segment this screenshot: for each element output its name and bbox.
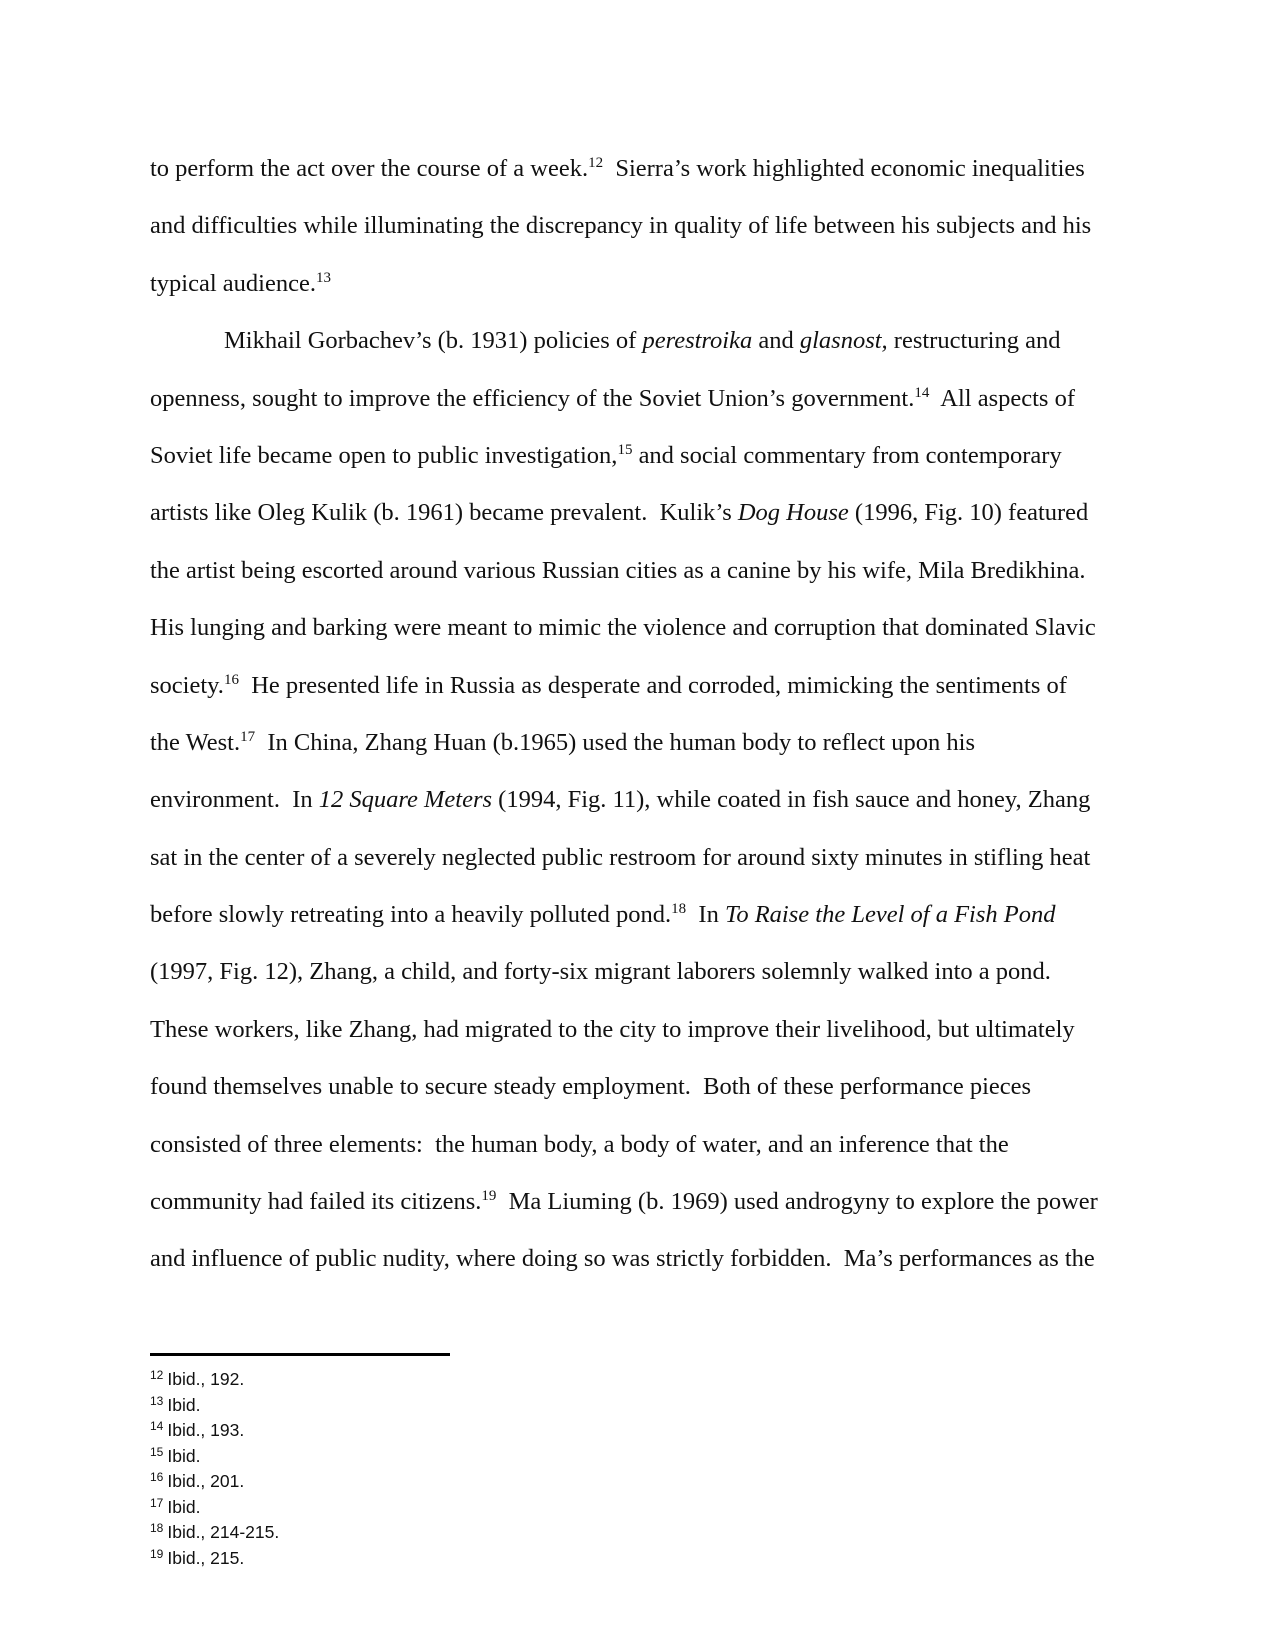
text-span: and social commentary from contemporary (632, 441, 1062, 469)
text-span: Ma Liuming (b. 1969) used androgyny to explore the power (496, 1188, 1098, 1216)
text-span: artists like Oleg Kulik (b. 1961) became prevalent. Kulik’s (150, 499, 738, 527)
text-span: restructuring and (887, 327, 1061, 355)
footnote-number: 14 (150, 1419, 164, 1433)
footnote-text: Ibid., 192. (167, 1369, 245, 1389)
text-line (150, 657, 1130, 714)
text-line (150, 1058, 1130, 1115)
italic-title: 12 Square Meters (318, 786, 493, 814)
text-span: In China, Zhang Huan (b.1965) used the human body to reflect upon his (255, 728, 976, 756)
text-line (150, 1230, 1130, 1287)
text-span: society. (150, 671, 224, 699)
text-span: All aspects of (929, 384, 1075, 412)
text-span: environment. In (150, 786, 319, 814)
text-span: (1996, Fig. 10) featured (848, 499, 1089, 527)
text-span: These workers, like Zhang, had migrated to the city to improve their livelihood, but ultimately (150, 1015, 1075, 1043)
footnote (150, 1469, 279, 1495)
footnote-ref: 16 (223, 671, 239, 688)
footnote (150, 1546, 279, 1572)
footnote-ref: 15 (617, 441, 633, 458)
text-line (150, 370, 1130, 427)
text-span: In (686, 901, 725, 929)
paragraph-start-line (150, 312, 1130, 369)
text-span: found themselves unable to secure steady employment. Both of these performance pieces (150, 1073, 1032, 1101)
text-line (150, 886, 1130, 943)
footnote-number: 18 (150, 1521, 164, 1535)
text-span: the West. (150, 728, 241, 756)
text-line (150, 829, 1130, 886)
text-line (150, 427, 1130, 484)
text-span: the artist being escorted around various Russian cities as a canine by his wife, Mila Bredikhina. (150, 556, 1086, 584)
footnote-number: 13 (150, 1393, 164, 1408)
footnote (150, 1393, 279, 1419)
text-span: typical audience. (150, 269, 316, 297)
text-line (150, 542, 1130, 599)
footnote-ref: 13 (315, 269, 331, 286)
footnote-text: Ibid. (167, 1445, 201, 1466)
text-line (150, 197, 1130, 254)
footnote (150, 1444, 279, 1470)
footnote-number: 16 (150, 1470, 164, 1484)
footnote-number: 17 (150, 1495, 164, 1510)
text-line (150, 1001, 1130, 1058)
footnote-text: Ibid., 215. (167, 1547, 245, 1568)
text-span: He presented life in Russia as desperate and corroded, mimicking the sentiments of (238, 671, 1067, 699)
text-line (150, 484, 1130, 541)
footnote-number: 19 (150, 1546, 164, 1561)
footnote-ref: 14 (914, 384, 930, 401)
footnote-number: 15 (150, 1444, 164, 1459)
text-line (150, 255, 1130, 312)
text-line (150, 714, 1130, 771)
text-span: community had failed its citizens. (150, 1188, 482, 1216)
footnote (150, 1367, 279, 1393)
text-line (150, 771, 1130, 828)
text-span: consisted of three elements: the human body, a body of water, and an inference that the (150, 1130, 1009, 1158)
text-line (150, 943, 1130, 1000)
footnote (150, 1418, 279, 1444)
body-text (150, 140, 1130, 1288)
footnote-number: 12 (150, 1368, 164, 1382)
text-span: to perform the act over the course of a week. (150, 155, 589, 182)
footnote (150, 1495, 279, 1521)
italic-term: glasnost, (799, 327, 888, 355)
text-span: Soviet life became open to public investigation, (150, 441, 618, 469)
text-span: openness, sought to improve the efficiency of the Soviet Union’s government. (150, 384, 915, 412)
footnote-text: Ibid. (167, 1394, 201, 1415)
footnote-text: Ibid., 214-215. (167, 1522, 280, 1542)
footnote-ref: 17 (240, 728, 256, 745)
text-line (150, 599, 1130, 656)
text-span: (1997, Fig. 12), Zhang, a child, and forty-six migrant laborers solemnly walked into a pond. (150, 958, 1051, 986)
text-line (150, 140, 1130, 197)
text-span: before slowly retreating into a heavily polluted pond. (150, 901, 672, 929)
footnote-separator (150, 1353, 450, 1356)
footnote-ref: 19 (481, 1188, 497, 1205)
footnote-text: Ibid. (167, 1496, 201, 1517)
text-span: sat in the center of a severely neglected public restroom for around sixty minutes in stifling heat (150, 843, 1091, 871)
text-span: and difficulties while illuminating the discrepancy in quality of life between his subjects and his (150, 212, 1092, 240)
text-line (150, 1173, 1130, 1230)
text-span: His lunging and barking were meant to mimic the violence and corruption that dominated Slavic (150, 614, 1096, 642)
text-span: Mikhail Gorbachev’s (b. 1931) policies of (224, 327, 643, 355)
italic-title: To Raise the Level of a Fish Pond (724, 901, 1056, 929)
footnotes (150, 1367, 279, 1571)
footnote-text: Ibid., 193. (167, 1420, 245, 1440)
footnote (150, 1520, 279, 1546)
text-line (150, 1116, 1130, 1173)
footnote-text: Ibid., 201. (167, 1471, 245, 1491)
footnote-ref: 12 (588, 155, 604, 171)
italic-term: perestroika (642, 327, 753, 355)
text-span: (1994, Fig. 11), while coated in fish sauce and honey, Zhang (492, 786, 1091, 814)
text-span: Sierra’s work highlighted economic inequalities (603, 155, 1085, 182)
italic-title: Dog House (737, 499, 849, 527)
text-span: and (752, 327, 800, 355)
footnote-ref: 18 (671, 901, 687, 918)
text-span: and influence of public nudity, where doing so was strictly forbidden. Ma’s performances as the (150, 1245, 1095, 1273)
